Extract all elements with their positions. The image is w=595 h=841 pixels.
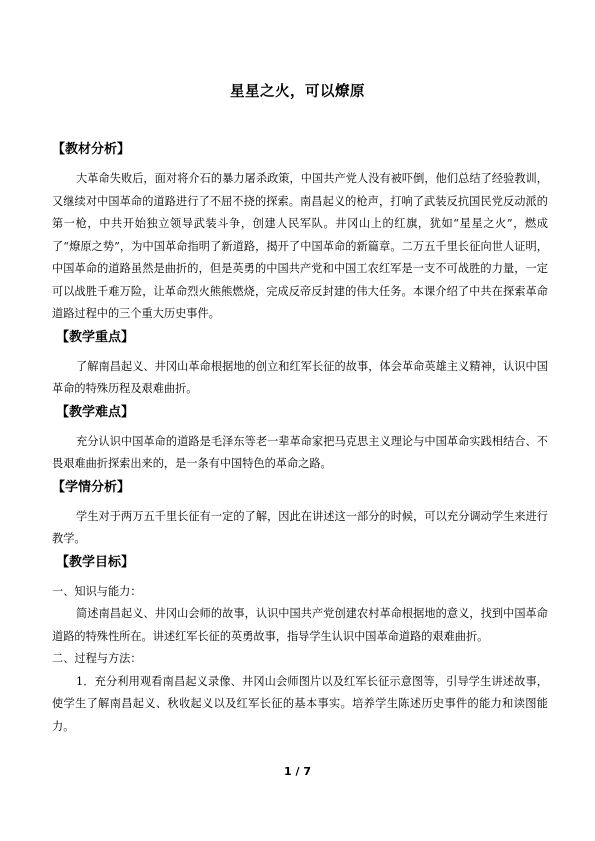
section-heading: 【教学重点】 <box>56 329 135 345</box>
section-paragraph: 简述南昌起义、井冈山会师的故事，认识中国共产党创建农村革命根据地的意义，找到中国革命道路的特殊性所在。讲述红军长征的英勇故事，指导学生认识中国革命道路的艰难曲折。 <box>52 607 548 643</box>
section-paragraph: 学生对于两万五千里长征有一定的了解，因此在讲述这一部分的时候，可以充分调动学生来进行教学。 <box>52 509 548 545</box>
section-student-analysis <box>52 476 548 551</box>
section-heading: 【学情分析】 <box>52 479 131 495</box>
section-heading: 【教材分析】 <box>52 142 131 157</box>
subsection-heading: 二、过程与方法： <box>52 652 142 665</box>
section-paragraph: 了解南昌起义、井冈山革命根据地的创立和红军长征的故事，体会革命英雄主义精神，认识中国革命的特殊历程及艰难曲折。 <box>52 359 548 395</box>
subsection-heading: 一、知识与能力： <box>52 584 142 598</box>
section-teaching-key-points <box>52 326 548 401</box>
section-paragraph: 1．充分利用观看南昌起义录像、井冈山会师图片以及红军长征示意图等，引导学生讲述故事，使学生了解南昌起义、秋收起义以及红军长征的基本事实。培养学生陈述历史事件的能力和读图能力。 <box>52 674 548 733</box>
section-heading: 【教学目标】 <box>56 554 135 570</box>
section-paragraph: 大革命失败后，面对将介石的暴力屠杀政策，中国共产党人没有被吓倒，他们总结了经验教训，又继续对中国革命的道路进行了不屈不挠的探索。南昌起义的枪声，打响了武装反抗国民党反动派的第一枪，中共开始独立领导武装斗争，创建人民军队。井冈山上的红旗，犹如“星星之火”，燃成了“燎原之势”，为中国革命指明了新道路，揭开了中国革命的新篇章。二万五千里长征向世人证明，中国革命的道路虽然是曲折的，但是英勇的中国共产党和中国工农红军是一支不可战胜的力量，一定可以战胜千难万险，让革命烈火熊熊燃烧，完成反帝反封建的伟大任务。本课介绍了中共在探索革命道路过程中的三个重大历史事件。 <box>52 172 548 320</box>
document-body <box>52 138 548 738</box>
section-textbook-analysis <box>52 138 548 326</box>
page-number: 1 / 7 <box>284 765 311 778</box>
section-paragraph: 充分认识中国革命的道路是毛泽东等老一辈革命家把马克思主义理论与中国革命实践相结合、不畏艰难曲折探索出来的，是一条有中国特色的革命之路。 <box>52 434 548 470</box>
section-teaching-objectives <box>52 551 548 739</box>
section-teaching-difficulties <box>52 401 548 476</box>
section-heading: 【教学难点】 <box>56 404 135 420</box>
document-title: 星星之火，可以燎原 <box>230 84 365 100</box>
